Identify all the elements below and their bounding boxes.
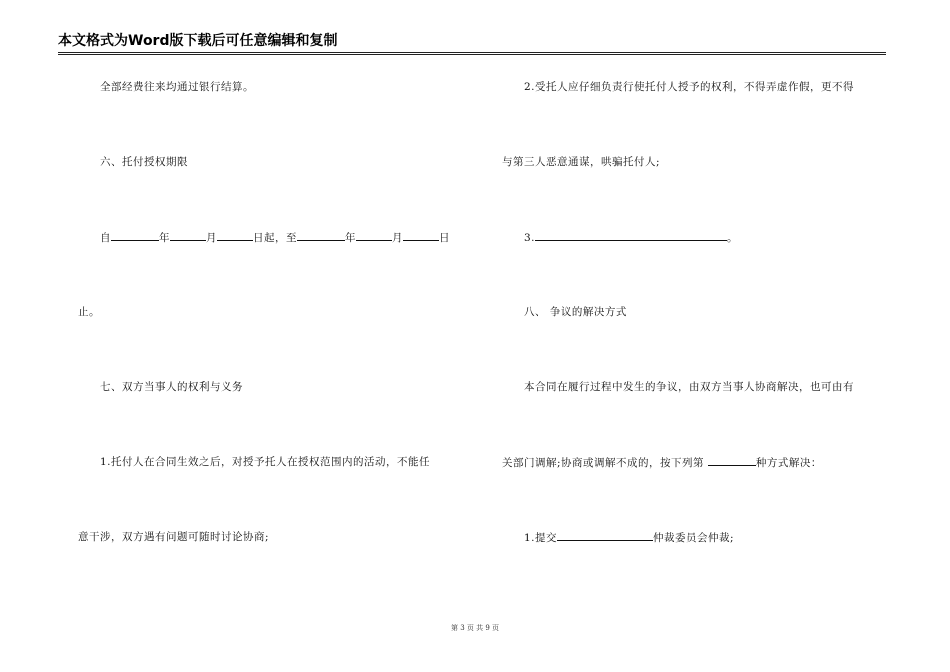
end-day-blank[interactable] bbox=[403, 230, 439, 241]
dispute-method-blank[interactable] bbox=[708, 455, 756, 466]
month-label: 月 bbox=[206, 232, 217, 244]
document-header-title: 本文格式为Word版下载后可任意编辑和复制 bbox=[58, 33, 338, 49]
right-dispute-text-cont bbox=[502, 455, 822, 470]
arbitration-committee-blank[interactable] bbox=[557, 530, 653, 541]
right-dispute-text: 本合同在履行过程中发生的争议，由双方当事人协商解决，也可由有 bbox=[524, 381, 854, 393]
clause-3-number: 3. bbox=[524, 232, 536, 244]
left-heading-term: 六、托付授权期限 bbox=[100, 156, 188, 168]
end-month-label: 月 bbox=[392, 232, 403, 244]
page-number-footer: 第 3 页 共 9 页 bbox=[450, 624, 500, 632]
clause-3-blank[interactable] bbox=[535, 230, 727, 241]
left-line-date-range bbox=[100, 230, 450, 245]
right-heading-dispute: 八、 争议的解决方式 bbox=[524, 306, 627, 318]
date-from-label: 自 bbox=[100, 232, 111, 244]
dispute-method-label: 关部门调解;协商或调解不成的，按下列第 bbox=[502, 457, 708, 469]
left-line-settlement: 全部经费往来均通过银行结算。 bbox=[100, 81, 254, 93]
left-clause-1-cont: 意干涉，双方遇有问题可随时讨论协商; bbox=[78, 531, 270, 543]
end-day-label: 日 bbox=[439, 232, 450, 244]
year-label: 年 bbox=[159, 232, 170, 244]
right-arbitration-clause bbox=[524, 530, 734, 545]
arbitration-suffix: 仲裁委员会仲裁; bbox=[653, 532, 735, 544]
left-line-end: 止。 bbox=[78, 306, 100, 318]
start-day-blank[interactable] bbox=[217, 230, 253, 241]
dispute-method-suffix: 种方式解决： bbox=[755, 457, 822, 469]
right-clause-2-cont: 与第三人恶意通谋，哄骗托付人; bbox=[502, 156, 661, 168]
end-month-blank[interactable] bbox=[356, 230, 392, 241]
start-month-blank[interactable] bbox=[170, 230, 206, 241]
end-year-label: 年 bbox=[345, 232, 356, 244]
start-year-blank[interactable] bbox=[111, 230, 159, 241]
header-rule-top bbox=[58, 52, 886, 53]
right-clause-3 bbox=[524, 230, 738, 245]
end-year-blank[interactable] bbox=[297, 230, 345, 241]
arbitration-submit-label: 1.提交 bbox=[524, 532, 558, 544]
left-heading-rights: 七、双方当事人的权利与义务 bbox=[100, 381, 243, 393]
left-clause-1: 1.托付人在合同生效之后，对授予托人在授权范围内的活动，不能任 bbox=[100, 456, 431, 468]
clause-3-period: 。 bbox=[727, 232, 739, 244]
header-rule-bottom bbox=[58, 54, 886, 55]
day-to-label: 日起，至 bbox=[253, 232, 297, 244]
right-clause-2: 2.受托人应仔细负责行使托付人授予的权利，不得弄虚作假，更不得 bbox=[524, 81, 855, 93]
